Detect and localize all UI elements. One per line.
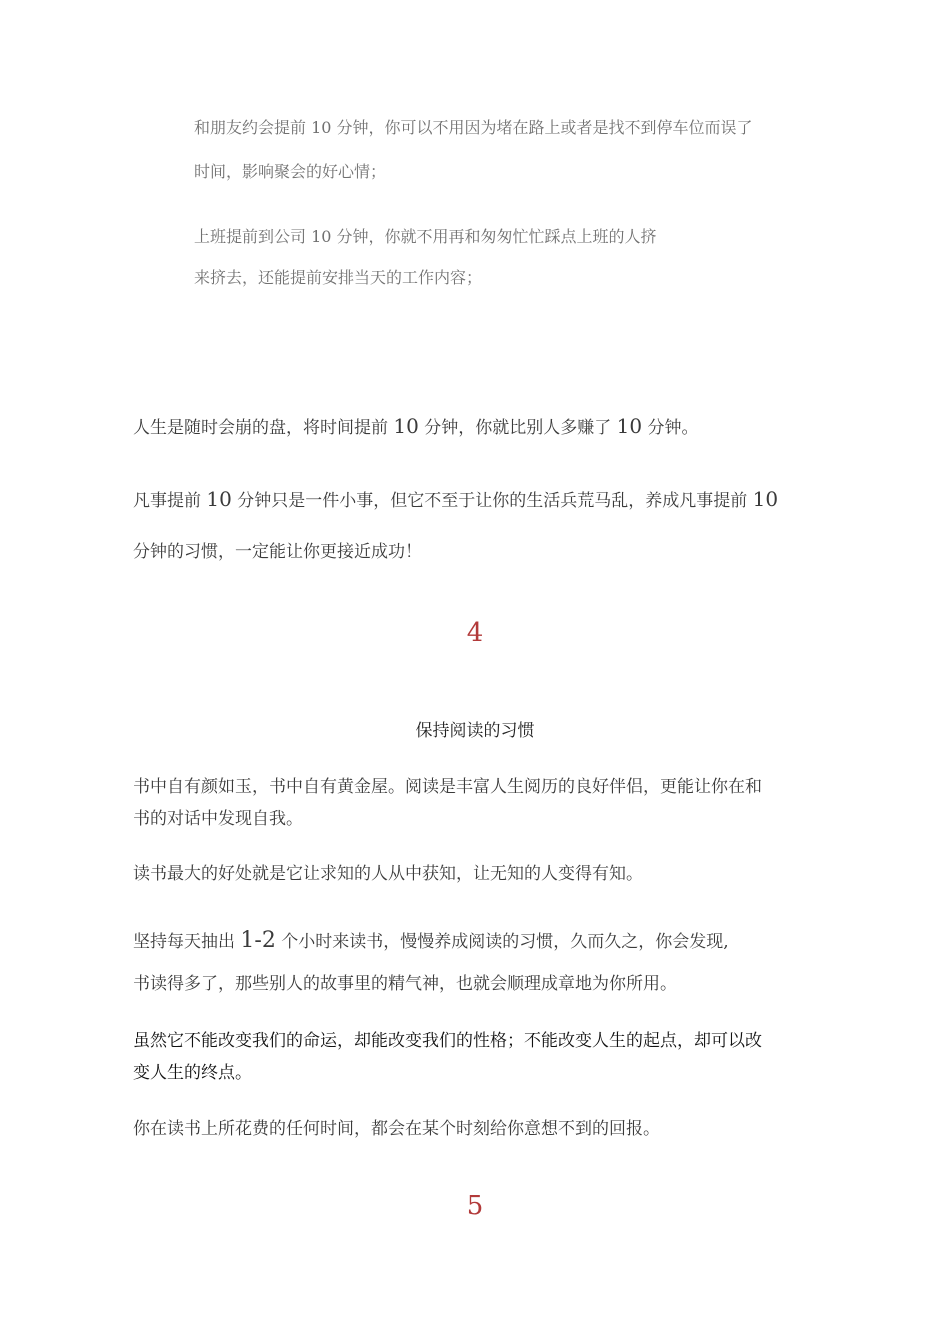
reading-paragraph-5-line-1: 虽然它不能改变我们的命运，却能改变我们的性格；不能改变人生的起点，却可以改: [133, 1031, 762, 1051]
reading-paragraph-5-line-2: 变人生的终点。: [133, 1063, 252, 1083]
reading-3-part-b: 个小时来读书，慢慢养成阅读的习惯，久而久之，你会发现,: [275, 932, 729, 952]
reading-paragraph-6: 你在读书上所花费的任何时间，都会在某个时刻给你意想不到的回报。: [133, 1119, 660, 1139]
summary-1-part-a: 人生是随时会崩的盘，将时间提前: [133, 418, 394, 438]
summary-1-number-1: 10: [393, 414, 419, 438]
reading-paragraph-1-line-2: 书的对话中发现自我。: [133, 809, 303, 829]
section-number-5: 5: [466, 1191, 484, 1221]
quote-paragraph-1-line-2: 时间，影响聚会的好心情；: [194, 162, 387, 181]
summary-1-part-b: 分钟，你就比别人多赚了: [418, 418, 617, 438]
quote-paragraph-2-line-1: 上班提前到公司 10 分钟，你就不用再和匆匆忙忙踩点上班的人挤: [194, 227, 657, 246]
reading-3-number: 1-2: [240, 928, 276, 953]
quote-paragraph-2-line-2: 来挤去，还能提前安排当天的工作内容；: [194, 268, 483, 287]
summary-2-part-a: 凡事提前: [133, 491, 207, 511]
quote-paragraph-1-line-1: 和朋友约会提前 10 分钟，你可以不用因为堵在路上或者是找不到停车位而误了: [194, 118, 753, 137]
reading-3-part-a: 坚持每天抽出: [133, 932, 241, 952]
summary-sentence-2-line-1: [133, 489, 778, 510]
summary-2-part-b: 分钟只是一件小事，但它不至于让你的生活兵荒马乱，养成凡事提前: [231, 491, 753, 511]
summary-2-number-1: 10: [206, 487, 232, 511]
summary-1-part-c: 分钟。: [642, 418, 699, 438]
reading-paragraph-2: 读书最大的好处就是它让求知的人从中获知，让无知的人变得有知。: [133, 864, 643, 884]
summary-2-number-2: 10: [752, 487, 779, 511]
section-title: 保持阅读的习惯: [415, 721, 535, 741]
summary-sentence-1: [133, 416, 699, 437]
reading-paragraph-4: 书读得多了，那些别人的故事里的精气神，也就会顺理成章地为你所用。: [133, 974, 677, 994]
section-number-4: 4: [466, 618, 484, 648]
reading-paragraph-1-line-1: 书中自有颜如玉，书中自有黄金屋。阅读是丰富人生阅历的良好伴侣，更能让你在和: [133, 777, 762, 797]
reading-paragraph-3: [133, 930, 729, 952]
summary-sentence-2-line-2: 分钟的习惯，一定能让你更接近成功！: [133, 542, 422, 562]
summary-1-number-2: 10: [616, 414, 643, 438]
